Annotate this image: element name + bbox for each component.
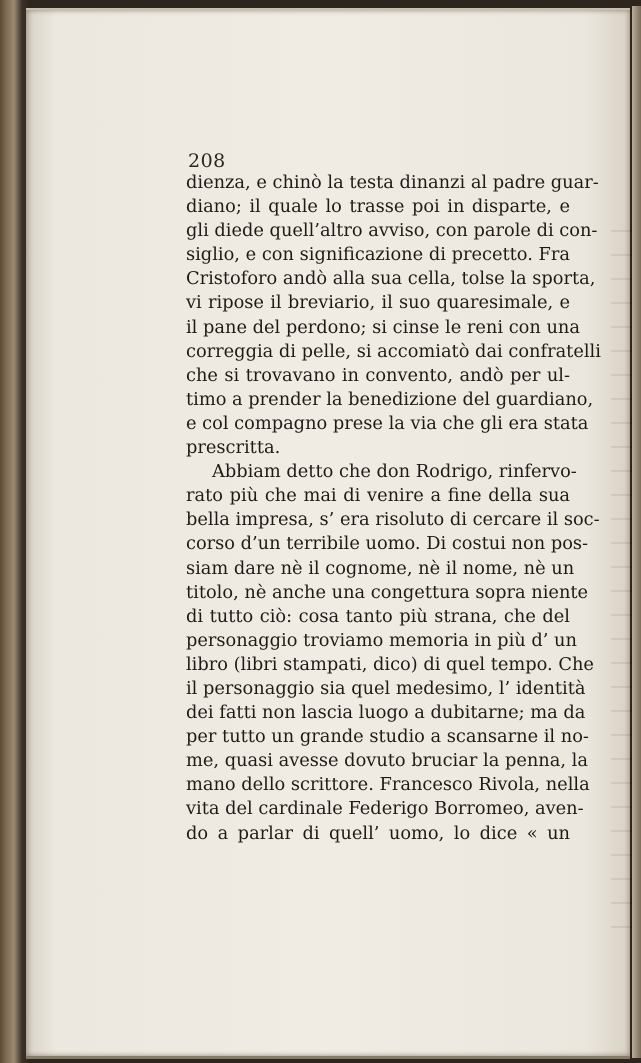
text-line: mano dello scrittore. Francesco Rivola, nella xyxy=(186,774,590,796)
text-line: do a parlar di quell’ uomo, lo dice « un xyxy=(186,822,570,844)
paragraph-start-line: Abbiam detto che don Rodrigo, rinfervo- xyxy=(212,461,577,483)
body-text xyxy=(186,171,601,846)
text-line: e col compagno prese la via che gli era stata xyxy=(186,412,589,434)
text-line: correggia di pelle, si accomiatò dai confratelli xyxy=(186,340,601,362)
text-line: siglio, e con significazione di precetto. Fra xyxy=(186,244,570,266)
text-line: timo a prender la benedizione del guardiano, xyxy=(186,388,594,410)
text-line: dei fatti non lascia luogo a dubitarne; ma da xyxy=(186,702,586,724)
text-line: il personaggio sia quel medesimo, l’ identità xyxy=(186,677,586,699)
text-line: libro (libri stampati, dico) di quel tempo. Che xyxy=(186,653,594,675)
text-line: prescritta. xyxy=(186,437,281,459)
text-line: bella impresa, s’ era risoluto di cercare il soc- xyxy=(186,509,600,531)
text-line: il pane del perdono; si cinse le reni con una xyxy=(186,316,580,338)
text-line: me, quasi avesse dovuto bruciar la penna, la xyxy=(186,750,588,772)
text-line: dienza, e chinò la testa dinanzi al padre guar- xyxy=(186,172,599,193)
text-line: di tutto ciò: cosa tanto più strana, che del xyxy=(186,605,570,627)
text-line: gli diede quell’altro avviso, con parole di con- xyxy=(186,220,598,242)
text-line: che si trovavano in convento, andò per ul- xyxy=(186,364,570,386)
text-line: personaggio troviamo memoria in più d’ un xyxy=(186,629,577,651)
text-line: diano; il quale lo trasse poi in disparte, e xyxy=(186,196,570,218)
text-line: titolo, nè anche una congettura sopra niente xyxy=(186,581,589,603)
text-line: per tutto un grande studio a scansarne il no- xyxy=(186,726,589,748)
text-line: siam dare nè il cognome, nè il nome, nè un xyxy=(186,557,575,579)
text-line: rato più che mai di venire a fine della sua xyxy=(186,485,570,507)
text-line: corso d’un terribile uomo. Di costui non pos- xyxy=(186,533,589,555)
text-line: vita del cardinale Federigo Borromeo, aven- xyxy=(186,798,584,820)
text-line: vi ripose il breviario, il suo quaresimale, e xyxy=(186,292,570,314)
page-number: 208 xyxy=(188,150,226,172)
text-line: Cristoforo andò alla sua cella, tolse la sporta, xyxy=(186,268,596,290)
page-edge xyxy=(632,6,641,1058)
